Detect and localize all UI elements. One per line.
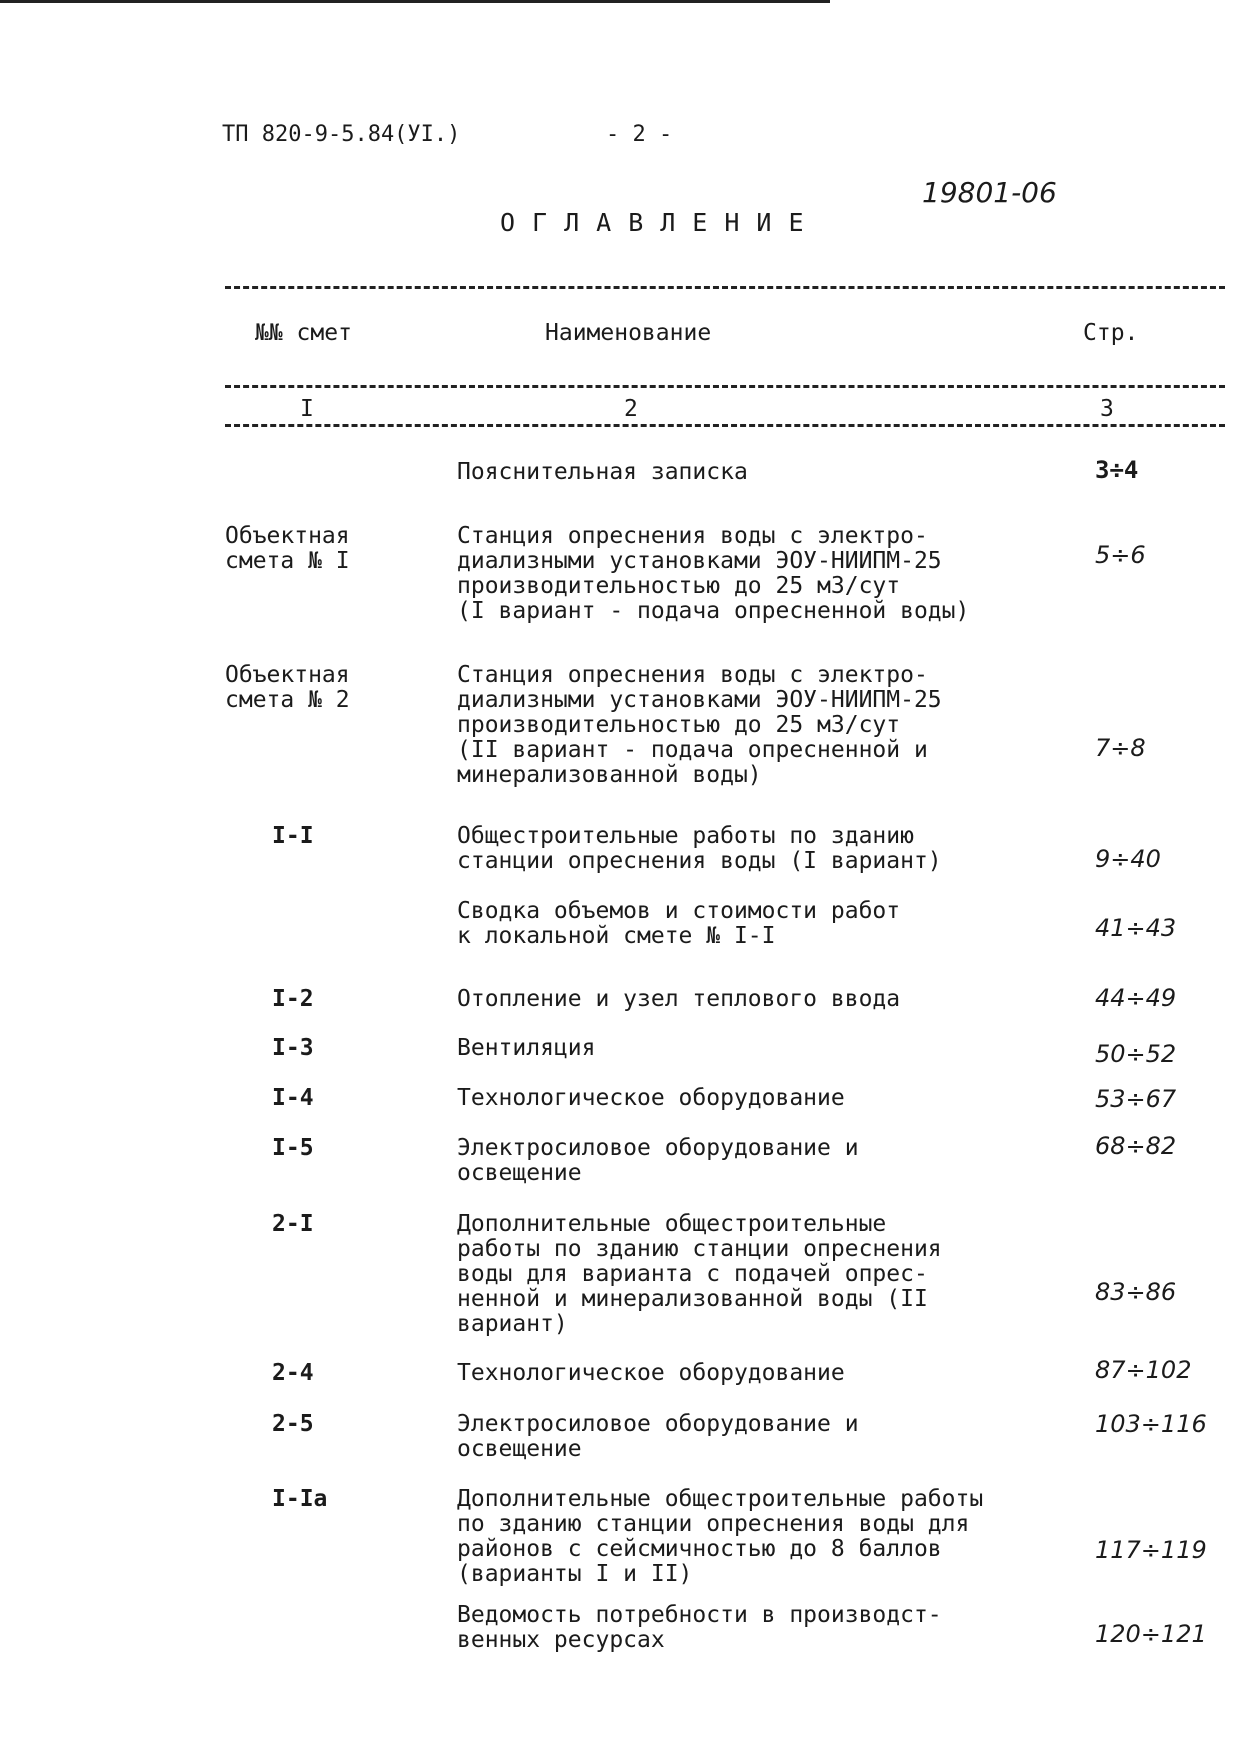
page-title: ОГЛАВЛЕНИЕ [500,208,821,237]
column-header-name: Наименование [545,320,712,346]
contents-entry-name: Ведомость потребности в производст- венных ресурсах [457,1602,942,1653]
divider [225,286,1225,289]
contents-entry-name: Общестроительные работы по зданию станции опреснения воды (I вариант) [457,823,942,874]
contents-entry-name: Сводка объемов и стоимости работ к локальной смете № I-I [457,898,901,949]
contents-entry-pages: 120÷121 [1095,1620,1207,1648]
contents-entry-pages: 9÷40 [1095,845,1161,873]
contents-entry-pages: 7÷8 [1095,734,1146,762]
divider [225,385,1225,388]
contents-entry-code: Объектная смета № I [225,523,350,574]
contents-entry-code: I-4 [272,1085,314,1111]
contents-entry-pages: 50÷52 [1095,1040,1177,1068]
contents-entry-pages: 41÷43 [1095,914,1177,942]
scan-top-edge-line [0,0,830,3]
contents-entry-name: Дополнительные общестроительные работы по зданию станции опреснения воды для варианта с подачей опрес- ненной и минерализованной воды (II вариант) [457,1211,942,1337]
contents-entry-name: Электросиловое оборудование и освещение [457,1411,859,1462]
contents-entry-pages: 5÷6 [1095,541,1146,569]
contents-entry-pages: 83÷86 [1095,1278,1177,1306]
contents-entry-pages: 44÷49 [1095,984,1177,1012]
contents-entry-code: I-3 [272,1035,314,1061]
contents-entry-name: Отопление и узел теплового ввода [457,986,901,1012]
contents-entry-pages: 3÷4 [1095,456,1139,484]
contents-entry-code: I-5 [272,1135,314,1161]
contents-entry-name: Дополнительные общестроительные работы по зданию станции опреснения воды для районов с сейсмичностью до 8 баллов (варианты I и II) [457,1486,984,1587]
contents-entry-code: 2-4 [272,1360,314,1386]
contents-entry-code: I-Iа [272,1486,328,1512]
contents-entry-code: 2-5 [272,1411,314,1437]
contents-entry-pages: 53÷67 [1095,1085,1177,1113]
contents-entry-code: Объектная смета № 2 [225,662,350,713]
contents-entry-pages: 87÷102 [1095,1356,1192,1384]
document-code: ТП 820-9-5.84(УI.) [222,122,461,147]
divider [225,424,1225,427]
contents-entry-code: I-I [272,823,314,849]
contents-entry-name: Вентиляция [457,1035,596,1061]
page-marker: - 2 - [606,122,673,147]
column-header-code: №№ смет [255,320,352,346]
contents-entry-pages: 103÷116 [1095,1410,1207,1438]
contents-entry-pages: 117÷119 [1095,1536,1207,1564]
inventory-number: 19801-06 [922,176,1057,209]
contents-entry-name: Технологическое оборудование [457,1360,845,1386]
column-number-3: 3 [1100,396,1114,422]
contents-entry-pages: 68÷82 [1095,1132,1177,1160]
contents-entry-name: Пояснительная записка [457,459,748,485]
contents-entry-name: Станция опреснения воды с электро- диализными установками ЭОУ-НИИПМ-25 производительностью до 25 м3/сут (I вариант - подача опресненной воды) [457,523,970,624]
column-header-page: Стр. [1083,320,1139,346]
column-number-1: I [300,396,314,422]
contents-entry-code: 2-I [272,1211,314,1237]
contents-entry-name: Станция опреснения воды с электро- диализными установками ЭОУ-НИИПМ-25 производительностью до 25 м3/сут (II вариант - подача опресненной и минерализованной воды) [457,662,942,788]
contents-entry-name: Электросиловое оборудование и освещение [457,1135,859,1186]
contents-entry-name: Технологическое оборудование [457,1085,845,1111]
contents-entry-code: I-2 [272,986,314,1012]
column-number-2: 2 [624,396,638,422]
